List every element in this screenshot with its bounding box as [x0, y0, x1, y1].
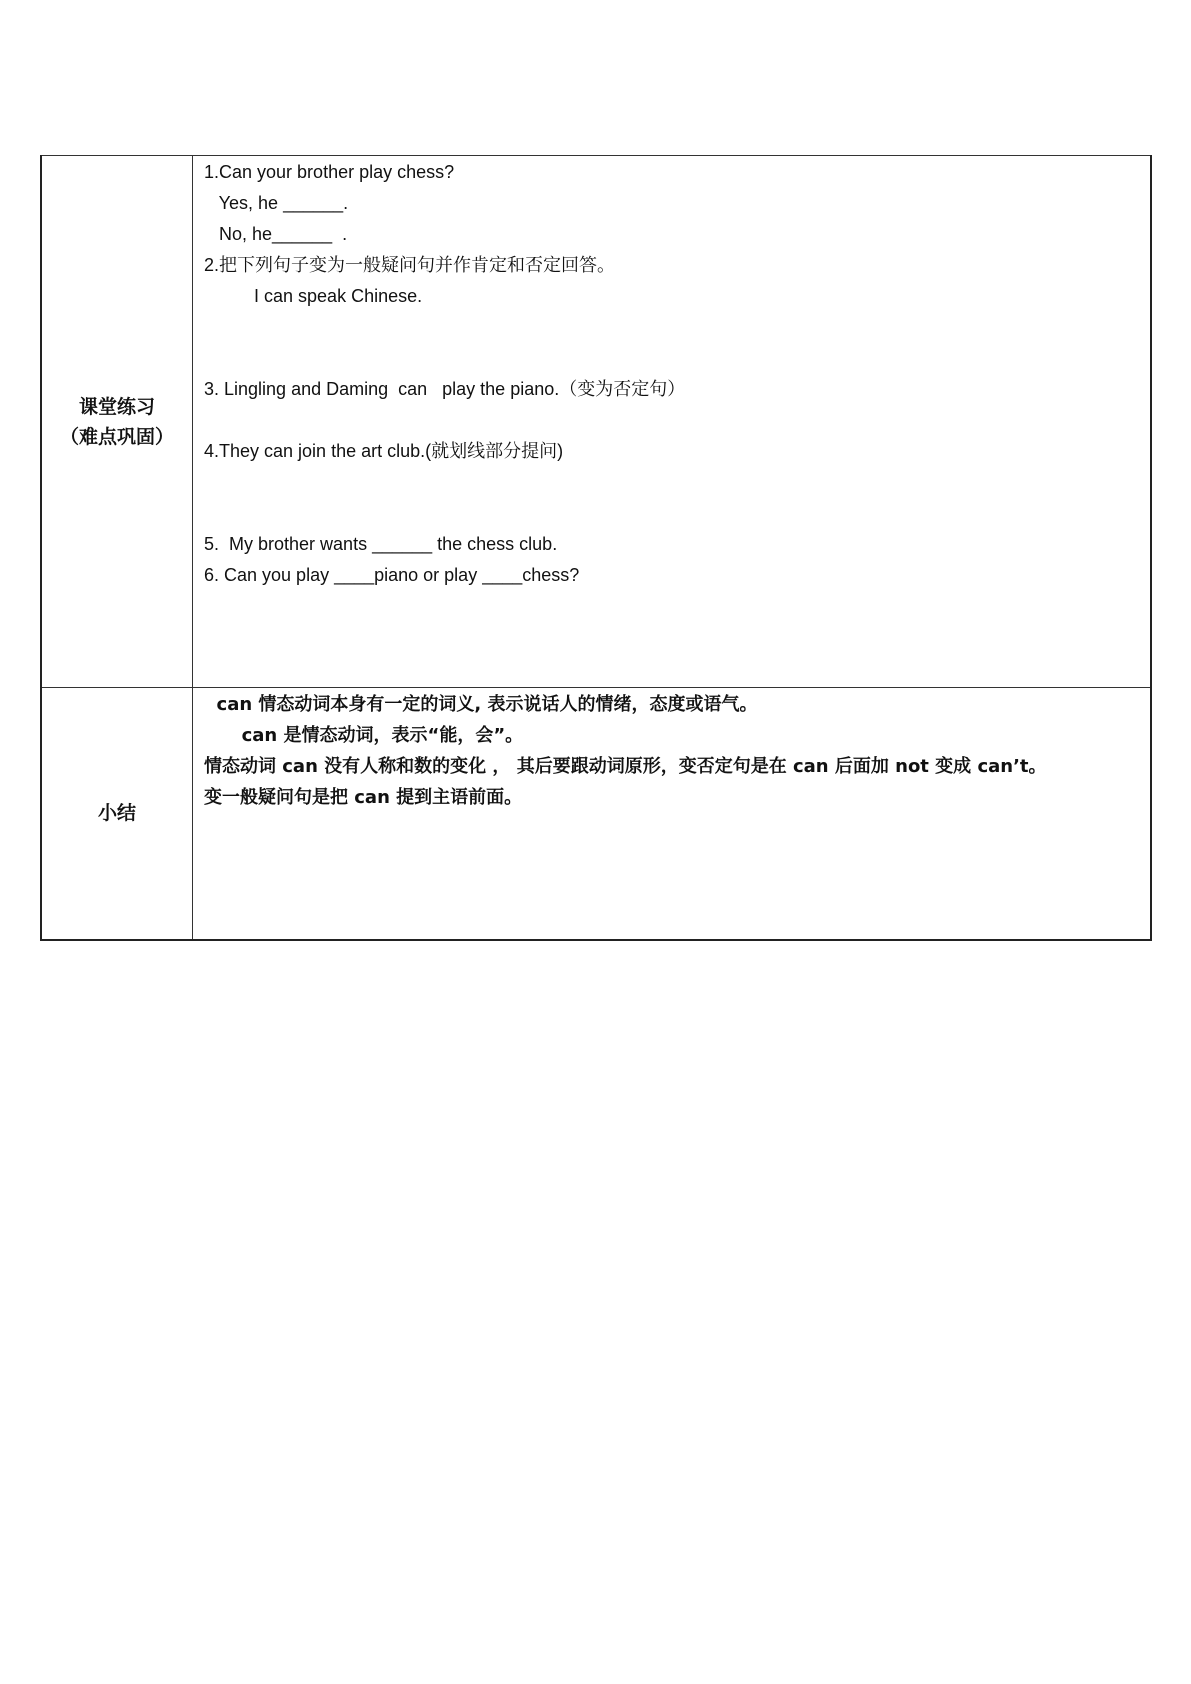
practice-line-6: 3. Lingling and Daming can play the piano.（变为否定句）: [204, 379, 686, 399]
practice-line-5: I can speak Chinese.: [204, 286, 423, 306]
practice-line-2: Yes, he ______.: [204, 193, 349, 213]
practice-label-subtitle: （难点巩固）: [59, 425, 174, 448]
summary-line-3: 情态动词 can 没有人称和数的变化 ， 其后要跟动词原形，变否定句是在 can 后面加 not 变成 can’t。: [204, 756, 1047, 777]
practice-line-8: 5. My brother wants ______ the chess club.: [204, 534, 558, 554]
practice-line-4: 2.把下列句子变为一般疑问句并作肯定和否定回答。: [204, 255, 616, 275]
practice-line-9: 6. Can you play ____piano or play ____chess?: [204, 565, 580, 585]
summary-content-cell: [193, 688, 1152, 940]
practice-line-3: No, he______ .: [204, 224, 348, 244]
practice-line-7: 4.They can join the art club.(就划线部分提问): [204, 441, 564, 461]
practice-row: [41, 156, 1151, 688]
practice-content-cell: [193, 156, 1152, 688]
summary-row: [41, 688, 1151, 940]
summary-line-4: 变一般疑问句是把 can 提到主语前面。: [204, 787, 523, 808]
practice-label-cell: [41, 156, 193, 688]
lesson-table: [40, 155, 1152, 941]
practice-line-1: 1.Can your brother play chess?: [204, 162, 455, 182]
summary-line-2: can 是情态动词，表示“能，会”。: [204, 725, 524, 746]
practice-label-title: 课堂练习: [78, 395, 155, 418]
summary-label-cell: [41, 688, 193, 940]
summary-label: 小结: [97, 802, 136, 825]
summary-line-1: can 情态动词本身有一定的词义, 表示说话人的情绪，态度或语气。: [204, 694, 758, 715]
